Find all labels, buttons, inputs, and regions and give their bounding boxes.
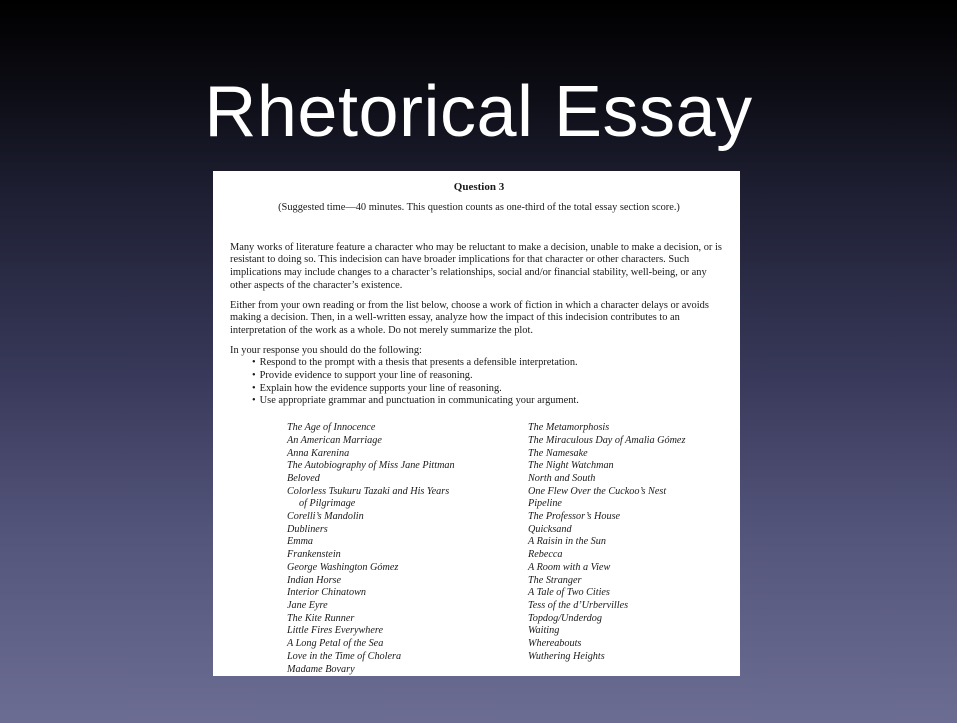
book-title: The Night Watchman [528, 460, 614, 472]
instructions-intro: In your response you should do the following: [230, 344, 422, 356]
book-title: Beloved [287, 472, 320, 484]
instruction-bullet: • Provide evidence to support your line of reasoning. [252, 370, 728, 383]
book-title: One Flew Over the Cuckoo’s Nest [528, 485, 667, 497]
book-title: Wuthering Heights [528, 650, 605, 662]
book-title-continuation: of Pilgrimage [299, 498, 356, 510]
book-title: Jane Eyre [287, 599, 328, 611]
book-title: The Kite Runner [287, 612, 355, 624]
book-title: The Autobiography of Miss Jane Pittman [287, 460, 455, 472]
book-title: Love in the Time of Cholera [287, 650, 402, 662]
book-title: The Professor’s House [528, 511, 621, 523]
book-title: Pipeline [528, 498, 562, 510]
question-document [213, 171, 740, 676]
book-title: The Stranger [528, 574, 582, 586]
book-title: Dubliners [287, 523, 328, 535]
book-title: Indian Horse [287, 574, 342, 586]
book-title: Emma [287, 536, 314, 548]
book-title: Colorless Tsukuru Tazaki and His Years [287, 485, 450, 497]
prompt-paragraph-1: Many works of literature feature a character who may be reluctant to make a decision, unable to make a decision, or is resistant to doing so. This indecision can have broader implications for that character or other characters. Such implications may include changes to a character’s relationships, social and/or financial stability, well-being, or any other aspects of the character’s existence. [230, 241, 722, 291]
book-title: George Washington Gómez [287, 561, 399, 573]
book-title: Whereabouts [528, 638, 582, 650]
book-title: Tess of the d’Urbervilles [528, 599, 629, 611]
book-title: A Long Petal of the Sea [287, 638, 384, 650]
book-title: A Tale of Two Cities [528, 587, 610, 599]
book-title: Little Fires Everywhere [287, 625, 383, 637]
book-title: The Miraculous Day of Amalia Gómez [528, 434, 686, 446]
instruction-bullet: • Use appropriate grammar and punctuation in communicating your argument. [252, 395, 728, 408]
book-title: Waiting [528, 625, 560, 637]
book-title: Madame Bovary [287, 663, 355, 675]
question-heading: Question 3 [453, 181, 505, 193]
book-title: Quicksand [528, 523, 572, 535]
book-list [230, 422, 728, 676]
book-title: The Namesake [528, 447, 588, 459]
slide-title: Rhetorical Essay [204, 72, 753, 152]
book-title: The Metamorphosis [528, 422, 610, 434]
suggested-time-note: (Suggested time—40 minutes. This question counts as one-third of the total essay section score.) [278, 202, 680, 213]
book-title: Corelli’s Mandolin [287, 511, 364, 523]
book-list-left-column [287, 422, 528, 676]
book-title: Anna Karenina [287, 447, 350, 459]
book-title: The Age of Innocence [287, 422, 376, 434]
book-title: Interior Chinatown [287, 587, 366, 599]
book-title: Frankenstein [287, 549, 341, 561]
instruction-bullet: • Explain how the evidence supports your line of reasoning. [252, 383, 728, 396]
instruction-bullet: • Respond to the prompt with a thesis that presents a defensible interpretation. [252, 357, 728, 370]
book-title: An American Marriage [287, 434, 382, 446]
book-title: Rebecca [528, 549, 563, 561]
book-title: North and South [528, 472, 596, 484]
instruction-bullets [230, 357, 728, 408]
book-list-right-column [528, 422, 685, 676]
book-title: Topdog/Underdog [528, 612, 602, 624]
book-title: A Room with a View [528, 561, 611, 573]
book-title: A Raisin in the Sun [528, 536, 606, 548]
prompt-paragraph-2: Either from your own reading or from the list below, choose a work of fiction in which a character delays or avoids making a decision. Then, in a well-written essay, analyze how the impact of this indecision contributes to an interpretation of the work as a whole. Do not merely summarize the plot. [230, 299, 709, 336]
